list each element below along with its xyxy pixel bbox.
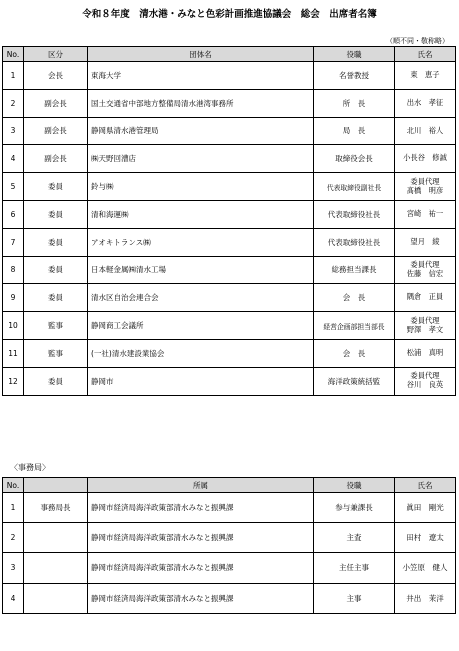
- row-no: 4: [3, 145, 24, 173]
- row-organization: 東海大学: [88, 62, 314, 90]
- row-category: [24, 583, 88, 613]
- table-row: [3, 62, 456, 90]
- header-no: No.: [3, 47, 24, 62]
- row-name: [395, 339, 456, 367]
- row-organization: ㈱天野回漕店: [88, 145, 314, 173]
- table-row: [3, 553, 456, 583]
- name-line: 松浦 真明: [406, 347, 444, 357]
- row-organization: 日本軽金属㈱清水工場: [88, 256, 314, 284]
- name-line: 北川 裕人: [406, 125, 444, 135]
- row-category: 委員: [24, 200, 88, 228]
- table-row: [3, 117, 456, 145]
- header-position: 役職: [314, 47, 395, 62]
- row-position: 局 長: [314, 117, 395, 145]
- row-organization: 清和海運㈱: [88, 200, 314, 228]
- row-affiliation: 静岡市経済局海洋政策部清水みなと振興課: [88, 583, 314, 613]
- header-name: 氏名: [395, 47, 456, 62]
- office-header-row: [3, 478, 456, 493]
- row-no: 1: [3, 493, 24, 523]
- table-row: [3, 583, 456, 613]
- row-name: [395, 200, 456, 228]
- row-name: [395, 367, 456, 395]
- row-position: 主事: [314, 583, 395, 613]
- members-table: [2, 46, 456, 396]
- row-name: [395, 62, 456, 90]
- row-organization: 鈴与㈱: [88, 173, 314, 201]
- row-category: 監事: [24, 312, 88, 340]
- table-row: [3, 339, 456, 367]
- row-name: 小笠原 健人: [395, 553, 456, 583]
- name-line: 髙橋 明彦: [406, 185, 444, 195]
- row-position: 参与兼課長: [314, 493, 395, 523]
- row-no: 1: [3, 62, 24, 90]
- office-header-name: 氏名: [395, 478, 456, 493]
- row-name: [395, 117, 456, 145]
- table-row: [3, 173, 456, 201]
- name-line: 佐藤 信宏: [406, 268, 444, 278]
- row-no: 2: [3, 89, 24, 117]
- name-line: 望月 綾: [410, 236, 440, 246]
- row-organization: 清水区自治会連合会: [88, 284, 314, 312]
- table-row: [3, 493, 456, 523]
- row-organization: 静岡商工会議所: [88, 312, 314, 340]
- row-position: 主査: [314, 523, 395, 553]
- office-table: [2, 477, 456, 614]
- row-affiliation: 静岡市経済局海洋政策部清水みなと振興課: [88, 553, 314, 583]
- office-section-label: 〈事務局〉: [10, 463, 50, 472]
- row-category: 副会長: [24, 145, 88, 173]
- office-header-affiliation: 所属: [88, 478, 314, 493]
- row-no: 7: [3, 228, 24, 256]
- office-header-no: No.: [3, 478, 24, 493]
- page-title: 令和８年度 清水港・みなと色彩計画推進協議会 総会 出席者名簿: [82, 9, 377, 20]
- row-position: 代表取締役副社長: [314, 173, 395, 201]
- row-position: 所 長: [314, 89, 395, 117]
- table-row: [3, 523, 456, 553]
- row-category: 委員: [24, 173, 88, 201]
- row-category: 監事: [24, 339, 88, 367]
- row-name: [395, 256, 456, 284]
- row-affiliation: 静岡市経済局海洋政策部清水みなと振興課: [88, 493, 314, 523]
- table-row: [3, 145, 456, 173]
- row-name: 眞田 剛光: [395, 493, 456, 523]
- name-line: 委員代理: [410, 315, 440, 325]
- row-name: [395, 228, 456, 256]
- row-category: 会長: [24, 62, 88, 90]
- row-name: [395, 312, 456, 340]
- row-category: 事務局長: [24, 493, 88, 523]
- name-line: 出水 孝征: [406, 97, 444, 107]
- row-category: [24, 523, 88, 553]
- office-header-category: [24, 478, 88, 493]
- row-position: 海洋政策統括監: [314, 367, 395, 395]
- table-row: [3, 200, 456, 228]
- row-category: 委員: [24, 228, 88, 256]
- row-no: 11: [3, 339, 24, 367]
- row-category: 副会長: [24, 89, 88, 117]
- row-no: 2: [3, 523, 24, 553]
- header-category: 区分: [24, 47, 88, 62]
- row-position: 会 長: [314, 339, 395, 367]
- header-organization: 団体名: [88, 47, 314, 62]
- office-header-position: 役職: [314, 478, 395, 493]
- row-organization: 静岡県清水港管理局: [88, 117, 314, 145]
- name-line: 委員代理: [410, 371, 440, 381]
- row-no: 10: [3, 312, 24, 340]
- row-position: 会 長: [314, 284, 395, 312]
- row-category: [24, 553, 88, 583]
- row-no: 6: [3, 200, 24, 228]
- row-no: 12: [3, 367, 24, 395]
- table-row: [3, 312, 456, 340]
- row-position: 総務担当課長: [314, 256, 395, 284]
- name-line: 委員代理: [410, 260, 440, 270]
- row-position: 名誉教授: [314, 62, 395, 90]
- row-no: 4: [3, 583, 24, 613]
- row-name: 井出 茉洋: [395, 583, 456, 613]
- row-name: 田村 遼太: [395, 523, 456, 553]
- row-position: 代表取締役社長: [314, 200, 395, 228]
- name-line: 宮崎 祐一: [406, 209, 444, 218]
- name-line: 東 恵子: [410, 70, 440, 80]
- row-position: 取締役会長: [314, 145, 395, 173]
- row-organization: アオキトランス㈱: [88, 228, 314, 256]
- row-organization: 静岡市: [88, 367, 314, 395]
- name-line: 小長谷 修誠: [403, 153, 447, 163]
- name-line: 委員代理: [410, 176, 440, 186]
- row-name: [395, 173, 456, 201]
- row-category: 委員: [24, 284, 88, 312]
- table-row: [3, 256, 456, 284]
- row-position: 代表取締役社長: [314, 228, 395, 256]
- row-no: 8: [3, 256, 24, 284]
- row-no: 9: [3, 284, 24, 312]
- table-row: [3, 228, 456, 256]
- row-organization: (一社)清水建設業協会: [88, 339, 314, 367]
- table-row: [3, 284, 456, 312]
- row-position: 主任主事: [314, 553, 395, 583]
- row-position: 経営企画部担当部長: [314, 312, 395, 340]
- table-row: [3, 89, 456, 117]
- row-organization: 国土交通省中部地方整備局清水港湾事務所: [88, 89, 314, 117]
- row-affiliation: 静岡市経済局海洋政策部清水みなと振興課: [88, 523, 314, 553]
- row-name: [395, 145, 456, 173]
- row-category: 副会長: [24, 117, 88, 145]
- row-no: 3: [3, 117, 24, 145]
- name-line: 隅倉 正員: [406, 292, 444, 302]
- order-note: （順不同・敬称略）: [386, 37, 449, 45]
- row-name: [395, 89, 456, 117]
- row-no: 3: [3, 553, 24, 583]
- name-line: 谷川 良英: [406, 380, 444, 390]
- name-line: 野澤 孝文: [406, 324, 444, 334]
- members-header-row: [3, 47, 456, 62]
- row-category: 委員: [24, 256, 88, 284]
- row-name: [395, 284, 456, 312]
- row-no: 5: [3, 173, 24, 201]
- table-row: [3, 367, 456, 395]
- row-category: 委員: [24, 367, 88, 395]
